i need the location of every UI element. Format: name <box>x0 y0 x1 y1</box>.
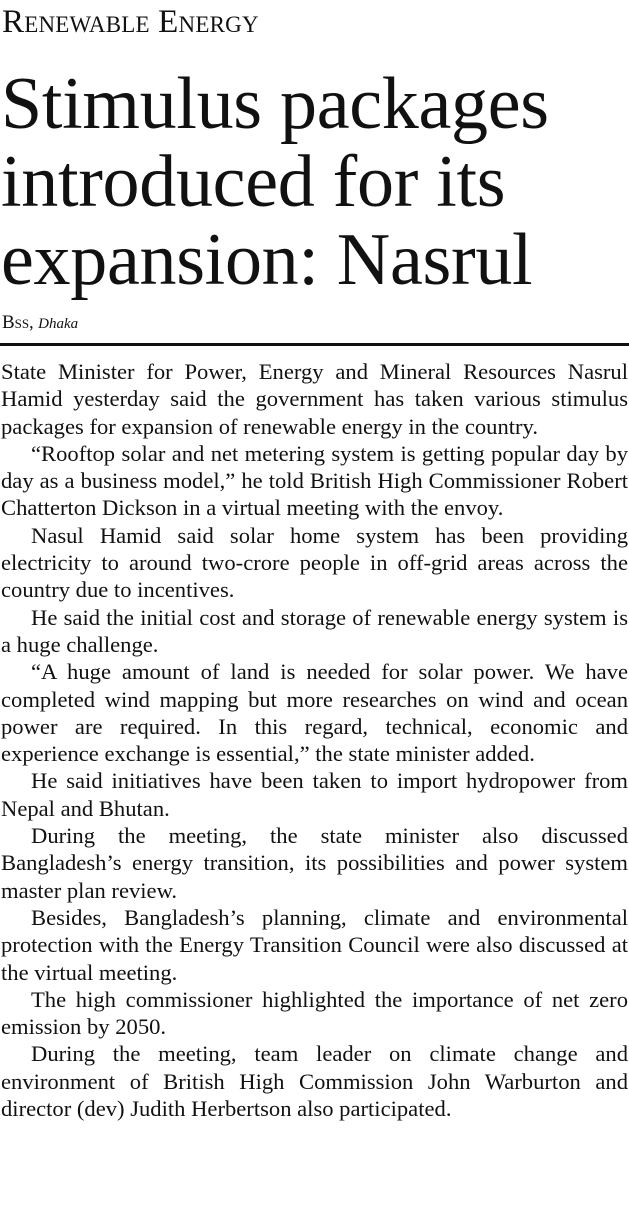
byline-dateline: Dhaka <box>38 316 79 332</box>
paragraph: During the meeting, the state minister also discussed Bangladesh’s energy transition, its possibilities and power system master plan review. <box>1 823 628 903</box>
paragraph: “Rooftop solar and net metering system is getting popular day by day as a business model,” he told British High Commissioner Robert Chatterton Dickson in a virtual meeting with the envoy. <box>1 440 628 521</box>
headline-line-2: introduced for its <box>1 141 506 223</box>
paragraph: Besides, Bangladesh’s planning, climate and environmental protection with the Energy Transition Council were also discussed at the virtual meeting. <box>1 904 628 985</box>
paragraph: He said the initial cost and storage of renewable energy system is a huge challenge. <box>1 604 628 657</box>
byline <box>2 312 78 335</box>
paragraph: Nasul Hamid said solar home system has been providing electricity to around two-crore people in off-grid areas across the country due to incentives. <box>1 522 628 603</box>
article-body <box>1 358 628 1122</box>
paragraph: He said initiatives have been taken to import hydropower from Nepal and Bhutan. <box>1 768 628 821</box>
paragraph: State Minister for Power, Energy and Mineral Resources Nasrul Hamid yesterday said the government has taken various stimulus packages for expansion of renewable energy in the country. <box>1 359 628 439</box>
headline-divider <box>0 343 629 346</box>
paragraph: “A huge amount of land is needed for solar power. We have completed wind mapping but more researches on wind and ocean power are required. In this regard, technical, economic and experience exchange is essential,” the state minister added. <box>1 659 628 767</box>
byline-agency: Bss <box>2 312 30 333</box>
section-kicker: Renewable Energy <box>2 4 259 40</box>
paragraph: The high commissioner highlighted the importance of net zero emission by 2050. <box>1 986 628 1040</box>
paragraph: During the meeting, team leader on climate change and environment of British High Commission John Warburton and director (dev) Judith Herbertson also participated. <box>1 1041 628 1122</box>
byline-separator: , <box>29 312 39 332</box>
headline-line-3: expansion: Nasrul <box>1 219 533 301</box>
headline-line-1: Stimulus packages <box>1 63 549 145</box>
headline <box>1 65 629 299</box>
